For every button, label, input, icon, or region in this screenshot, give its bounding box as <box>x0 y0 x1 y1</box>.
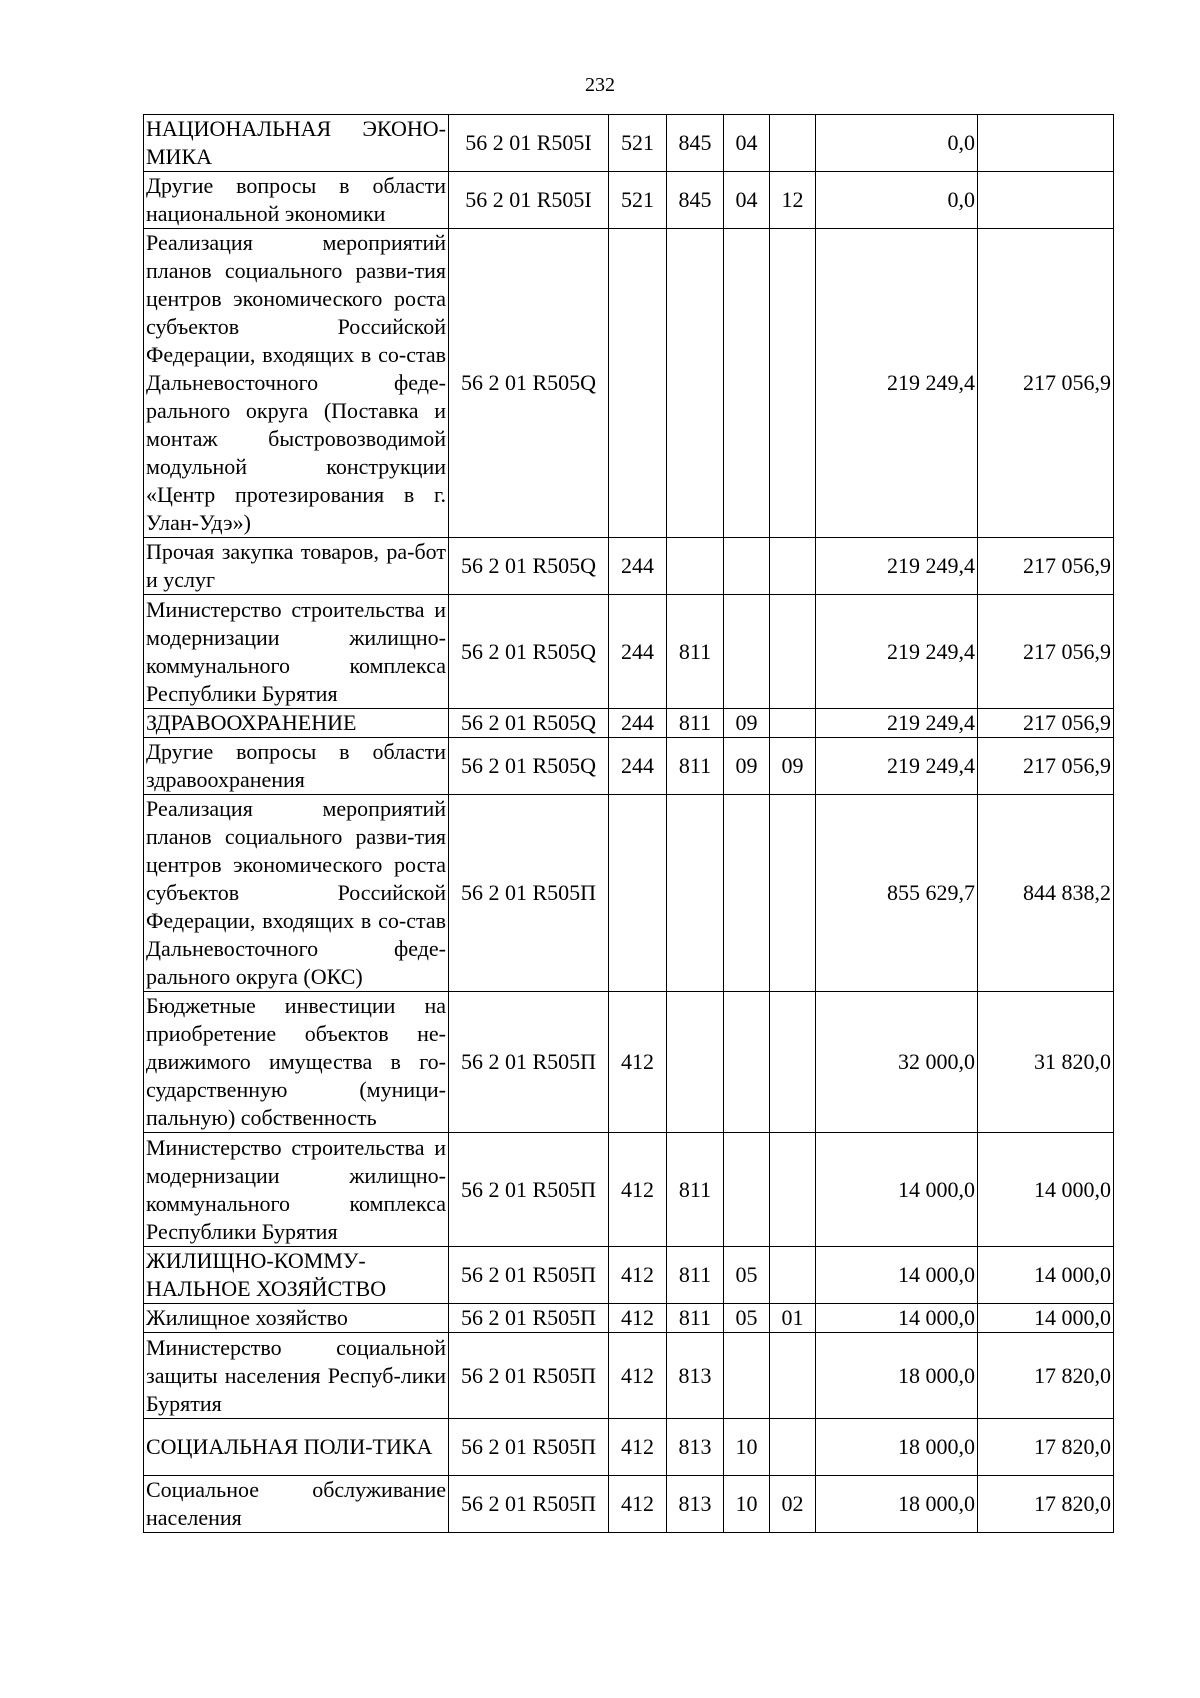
row-expense-type: 412 <box>609 1476 667 1533</box>
row-admin-code: 813 <box>667 1419 724 1476</box>
row-name: Бюджетные инвестиции на приобретение объектов не-движимого имущества в го-сударственную (муници-пальную) собственность <box>144 992 449 1133</box>
row-target-code: 56 2 01 R505I <box>449 172 609 229</box>
table-row <box>144 1133 1114 1247</box>
row-section: 10 <box>724 1476 770 1533</box>
table-row <box>144 229 1114 538</box>
row-section: 09 <box>724 709 770 738</box>
table-row <box>144 738 1114 795</box>
row-section <box>724 1333 770 1419</box>
row-amount-2 <box>978 172 1114 229</box>
row-section: 09 <box>724 738 770 795</box>
row-expense-type: 244 <box>609 538 667 595</box>
row-amount-2: 844 838,2 <box>978 795 1114 992</box>
row-name: Министерство строительства и модернизации жилищно-коммунального комплекса Республики Бурятия <box>144 595 449 709</box>
row-subsection: 02 <box>770 1476 816 1533</box>
row-admin-code: 813 <box>667 1476 724 1533</box>
row-section: 04 <box>724 172 770 229</box>
row-subsection <box>770 1419 816 1476</box>
row-amount-1: 219 249,4 <box>816 538 978 595</box>
table-row <box>144 115 1114 172</box>
row-subsection: 12 <box>770 172 816 229</box>
row-name: Прочая закупка товаров, ра-бот и услуг <box>144 538 449 595</box>
row-expense-type: 412 <box>609 992 667 1133</box>
table-body <box>144 115 1114 1533</box>
row-admin-code <box>667 229 724 538</box>
row-amount-1: 14 000,0 <box>816 1133 978 1247</box>
row-name: НАЦИОНАЛЬНАЯ ЭКОНО-МИКА <box>144 115 449 172</box>
row-expense-type <box>609 229 667 538</box>
row-name: Министерство социальной защиты населения Респуб-лики Бурятия <box>144 1333 449 1419</box>
table-row <box>144 172 1114 229</box>
row-target-code: 56 2 01 R505П <box>449 1419 609 1476</box>
row-amount-2: 14 000,0 <box>978 1247 1114 1304</box>
table-row <box>144 992 1114 1133</box>
row-admin-code: 845 <box>667 172 724 229</box>
row-subsection <box>770 1133 816 1247</box>
row-name: Социальное обслуживание населения <box>144 1476 449 1533</box>
row-amount-1: 14 000,0 <box>816 1304 978 1333</box>
row-target-code: 56 2 01 R505Q <box>449 738 609 795</box>
row-subsection <box>770 595 816 709</box>
row-admin-code: 811 <box>667 1133 724 1247</box>
row-amount-2: 17 820,0 <box>978 1333 1114 1419</box>
row-amount-1: 18 000,0 <box>816 1333 978 1419</box>
row-target-code: 56 2 01 R505П <box>449 795 609 992</box>
row-amount-1: 219 249,4 <box>816 595 978 709</box>
row-subsection <box>770 992 816 1133</box>
row-expense-type: 412 <box>609 1304 667 1333</box>
row-amount-2: 217 056,9 <box>978 709 1114 738</box>
row-section: 04 <box>724 115 770 172</box>
row-target-code: 56 2 01 R505П <box>449 1333 609 1419</box>
row-admin-code <box>667 538 724 595</box>
row-amount-1: 219 249,4 <box>816 229 978 538</box>
row-amount-1: 0,0 <box>816 172 978 229</box>
row-target-code: 56 2 01 R505Q <box>449 538 609 595</box>
row-section <box>724 795 770 992</box>
table-row <box>144 1419 1114 1476</box>
row-subsection <box>770 1247 816 1304</box>
row-admin-code: 811 <box>667 709 724 738</box>
row-amount-1: 219 249,4 <box>816 738 978 795</box>
table-row <box>144 1476 1114 1533</box>
row-amount-1: 32 000,0 <box>816 992 978 1133</box>
row-expense-type: 412 <box>609 1247 667 1304</box>
row-expense-type: 521 <box>609 172 667 229</box>
row-expense-type <box>609 795 667 992</box>
row-amount-2: 14 000,0 <box>978 1304 1114 1333</box>
row-admin-code: 811 <box>667 1304 724 1333</box>
table-row <box>144 595 1114 709</box>
row-target-code: 56 2 01 R505П <box>449 1247 609 1304</box>
row-subsection: 09 <box>770 738 816 795</box>
row-amount-2: 217 056,9 <box>978 229 1114 538</box>
row-amount-1: 0,0 <box>816 115 978 172</box>
row-name: Жилищное хозяйство <box>144 1304 449 1333</box>
row-amount-2: 217 056,9 <box>978 595 1114 709</box>
row-section <box>724 538 770 595</box>
row-target-code: 56 2 01 R505Q <box>449 595 609 709</box>
row-expense-type: 244 <box>609 709 667 738</box>
row-subsection <box>770 1333 816 1419</box>
row-section <box>724 992 770 1133</box>
row-name: СОЦИАЛЬНАЯ ПОЛИ-ТИКА <box>144 1419 449 1476</box>
row-target-code: 56 2 01 R505П <box>449 1304 609 1333</box>
row-admin-code <box>667 795 724 992</box>
row-admin-code: 811 <box>667 738 724 795</box>
row-amount-2: 217 056,9 <box>978 738 1114 795</box>
row-name: Реализация мероприятий планов социального разви-тия центров экономического роста субъектов Российской Федерации, входящих в со-став Дальневосточного феде-рального округа (Поставка и монтаж быстровозводимой модульной конструкции «Центр протезирования в г. Улан-Удэ») <box>144 229 449 538</box>
table-row <box>144 1304 1114 1333</box>
table-row <box>144 709 1114 738</box>
row-target-code: 56 2 01 R505П <box>449 1133 609 1247</box>
row-amount-2: 31 820,0 <box>978 992 1114 1133</box>
row-target-code: 56 2 01 R505П <box>449 992 609 1133</box>
row-name: Министерство строительства и модернизации жилищно-коммунального комплекса Республики Бурятия <box>144 1133 449 1247</box>
row-target-code: 56 2 01 R505Q <box>449 229 609 538</box>
table-row <box>144 1247 1114 1304</box>
row-section: 10 <box>724 1419 770 1476</box>
row-name: ЖИЛИЩНО-КОММУ-НАЛЬНОЕ ХОЗЯЙСТВО <box>144 1247 449 1304</box>
row-amount-2 <box>978 115 1114 172</box>
row-name: Реализация мероприятий планов социального разви-тия центров экономического роста субъектов Российской Федерации, входящих в со-став Дальневосточного феде-рального округа (ОКС) <box>144 795 449 992</box>
row-admin-code <box>667 992 724 1133</box>
row-target-code: 56 2 01 R505П <box>449 1476 609 1533</box>
table-row <box>144 538 1114 595</box>
row-amount-1: 18 000,0 <box>816 1419 978 1476</box>
row-section <box>724 595 770 709</box>
row-amount-2: 217 056,9 <box>978 538 1114 595</box>
row-section <box>724 229 770 538</box>
row-subsection <box>770 709 816 738</box>
row-admin-code: 813 <box>667 1333 724 1419</box>
row-target-code: 56 2 01 R505I <box>449 115 609 172</box>
row-name: ЗДРАВООХРАНЕНИЕ <box>144 709 449 738</box>
row-admin-code: 811 <box>667 595 724 709</box>
row-section <box>724 1133 770 1247</box>
row-admin-code: 811 <box>667 1247 724 1304</box>
row-admin-code: 845 <box>667 115 724 172</box>
budget-table <box>143 114 1114 1533</box>
row-subsection <box>770 538 816 595</box>
table-row <box>144 795 1114 992</box>
row-subsection <box>770 229 816 538</box>
table-row <box>144 1333 1114 1419</box>
row-name: Другие вопросы в области здравоохранения <box>144 738 449 795</box>
row-amount-1: 855 629,7 <box>816 795 978 992</box>
row-expense-type: 521 <box>609 115 667 172</box>
row-amount-1: 18 000,0 <box>816 1476 978 1533</box>
row-amount-2: 17 820,0 <box>978 1419 1114 1476</box>
row-amount-2: 17 820,0 <box>978 1476 1114 1533</box>
row-subsection: 01 <box>770 1304 816 1333</box>
row-section: 05 <box>724 1304 770 1333</box>
row-amount-2: 14 000,0 <box>978 1133 1114 1247</box>
row-expense-type: 412 <box>609 1419 667 1476</box>
row-expense-type: 244 <box>609 595 667 709</box>
page-number: 232 <box>585 74 615 96</box>
row-expense-type: 412 <box>609 1333 667 1419</box>
row-name: Другие вопросы в области национальной экономики <box>144 172 449 229</box>
row-amount-1: 219 249,4 <box>816 709 978 738</box>
row-subsection <box>770 115 816 172</box>
row-expense-type: 244 <box>609 738 667 795</box>
row-subsection <box>770 795 816 992</box>
row-amount-1: 14 000,0 <box>816 1247 978 1304</box>
row-target-code: 56 2 01 R505Q <box>449 709 609 738</box>
row-expense-type: 412 <box>609 1133 667 1247</box>
row-section: 05 <box>724 1247 770 1304</box>
